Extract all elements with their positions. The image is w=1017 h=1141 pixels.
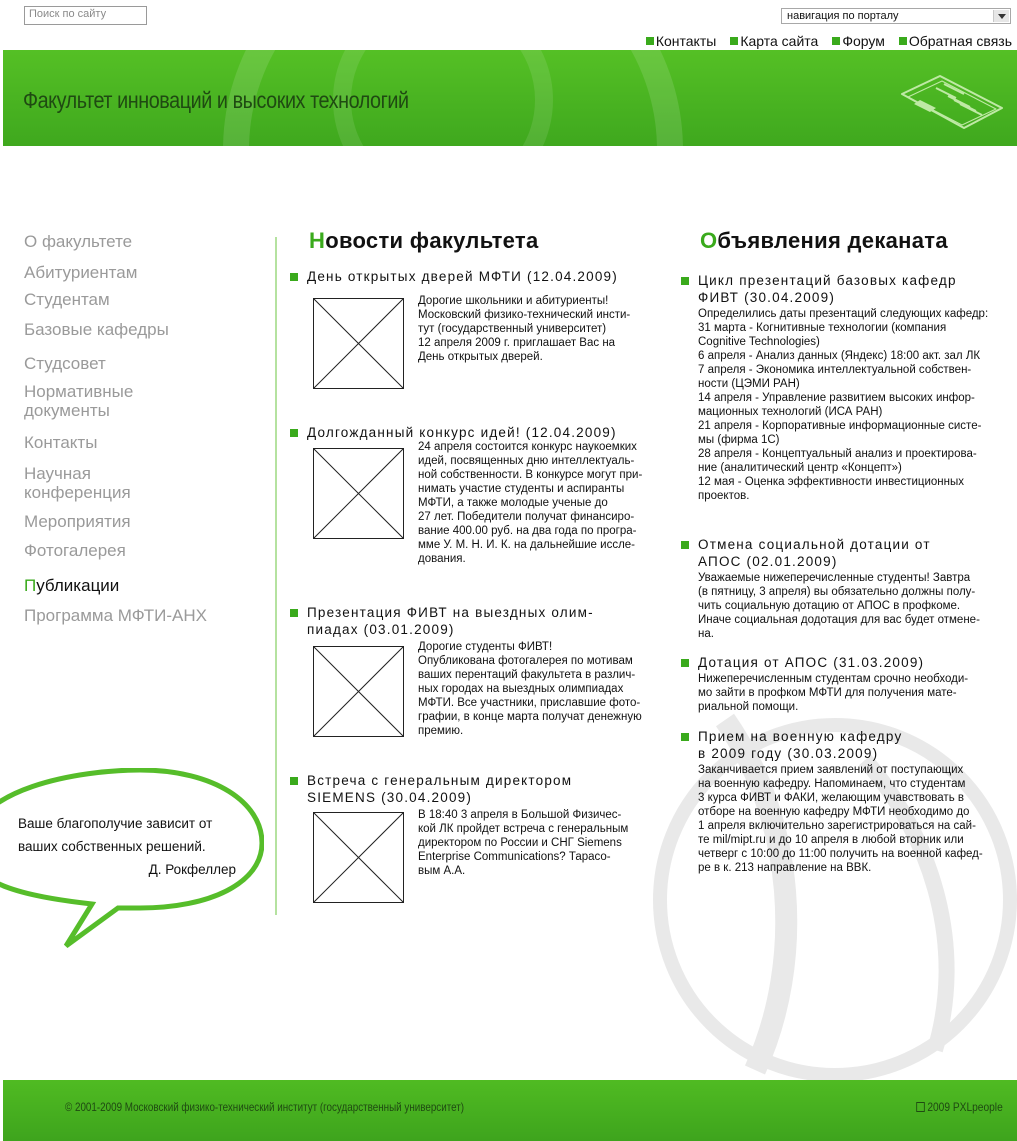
bullet-icon (646, 37, 654, 45)
sidebar-item-about[interactable]: О факультете (24, 232, 133, 251)
sidebar-item-base-departments[interactable]: Базовые кафедры (24, 320, 169, 339)
sidebar-item-first-letter: П (24, 576, 37, 595)
bullet-icon (899, 37, 907, 45)
announcement-item-title[interactable]: Дотация от АПОС (31.03.2009) (680, 654, 1010, 671)
news-item (289, 268, 659, 363)
news-item-title[interactable]: Презентация ФИВТ на выездных олим- пиадах (03.01.2009) (289, 604, 659, 638)
header-banner (3, 50, 1017, 146)
image-placeholder-icon (313, 298, 404, 389)
announcement-item-body: Определились даты презентаций следующих кафедр: 31 марта - Когнитивные технологии (компания Cognitive Technologies) 6 апреля - Анализ данных (Яндекс) 18:00 акт. зал ЛК 7 апреля - Экономика интеллектуальной собствен- ности (ЦЭМИ РАН) 14 апреля - Управление развитием высоких инфор- мационных технологий (ИСА РАН) 21 апреля - Корпоративные информационные систе- мы (фирма 1С) 28 апреля - Концептуальный анализ и проектирова- ние (аналитический центр «Концепт») 12 мая - Оценка эффективности инвестиционных проектов. (698, 308, 989, 502)
sidebar-item-gallery[interactable]: Фотогалерея (24, 541, 126, 560)
top-link-feedback[interactable] (899, 33, 1012, 49)
pxlpeople-logo-icon (917, 1102, 926, 1112)
news-heading-text: овости факультета (325, 228, 539, 253)
announcement-item (680, 728, 1010, 875)
announcements-column (680, 228, 1010, 874)
quote-author: Д. Рокфеллер (148, 862, 236, 877)
news-item-body: 24 апреля состоится конкурс наукоемких идей, посвященных дню интеллектуаль- ной собственности. В конкурсе могут при- нимать участие студенты и аспиранты МФТИ, а также молодые ученые до 27 лет. Победители получат финансиро- вание 400.00 руб. на два года по програ- мме У. М. Н. И. К. на дальнейшие иссле- дования. (418, 441, 643, 565)
quote-bubble (0, 768, 264, 948)
announcement-item-title[interactable]: Прием на военную кафедру в 2009 году (30.03.2009) (680, 728, 1010, 762)
top-link-contacts[interactable] (646, 33, 716, 49)
top-link-forum[interactable] (832, 33, 885, 49)
news-item-title[interactable]: Долгожданный конкурс идей! (12.04.2009) (289, 424, 659, 441)
bullet-icon (832, 37, 840, 45)
announcement-item (680, 654, 1010, 714)
top-link-label: Форум (842, 33, 885, 49)
chevron-down-icon[interactable] (993, 10, 1009, 22)
image-placeholder-icon (313, 448, 404, 539)
search-input[interactable]: Поиск по сайту (24, 6, 147, 25)
portal-navigation-select[interactable] (781, 8, 1011, 24)
news-item-body: В 18:40 3 апреля в Большой Физичес- кой ЛК пройдет встреча с генеральным директором по России и СНГ Siemens Enterprise Communications? Тарасо- вым А.А. (418, 809, 629, 877)
sidebar-item-label: убликации (36, 576, 120, 595)
announcement-item (680, 272, 1010, 503)
top-link-label: Обратная связь (908, 33, 1012, 49)
quote-text: Ваше благополучие зависит от ваших собственных решений. (18, 816, 213, 854)
news-item (289, 604, 659, 737)
announcement-item-title[interactable]: Отмена социальной дотации от АПОС (02.01.2009) (680, 536, 1010, 570)
announcements-heading-text: бъявления деканата (717, 228, 948, 253)
quote-text-block (18, 812, 236, 881)
announcement-item (680, 536, 1010, 641)
announcements-heading-first-letter: О (700, 228, 718, 253)
sidebar-item-students[interactable]: Студентам (24, 290, 110, 309)
announcements-heading (680, 228, 1010, 254)
sidebar-item-events[interactable]: Мероприятия (24, 512, 131, 531)
column-divider (275, 237, 277, 915)
announcement-item-title[interactable]: Цикл презентаций базовых кафедр ФИВТ (30.04.2009) (680, 272, 1010, 306)
footer (3, 1080, 1017, 1141)
credit-text: 2009 PXLpeople (927, 1100, 1003, 1114)
top-links (632, 33, 1012, 49)
portal-navigation-value: навигация по порталу (787, 10, 899, 22)
news-heading-first-letter: Н (309, 228, 326, 253)
announcement-item-body: Нижеперечисленным студентам срочно необходи- мо зайти в профком МФТИ для получения мате- риальной помощи. (698, 673, 969, 713)
news-item (289, 424, 659, 565)
news-item (289, 772, 659, 877)
copyright: © 2001-2009 Московский физико-технический институт (государственный университет) (65, 1100, 465, 1114)
top-link-label: Карта сайта (740, 33, 819, 49)
news-item-body: Дорогие студенты ФИВТ! Опубликована фотогалерея по мотивам ваших перентаций факультета в различ- ных городах на выездных олимпиадах МФТИ. Все участники, приславшие фото- графии, в конце марта получат денежную премию. (418, 641, 642, 737)
credit-link[interactable] (917, 1100, 1003, 1114)
sidebar-item-regulations[interactable]: Нормативные документы (24, 382, 134, 420)
news-item-title[interactable]: День открытых дверей МФТИ (12.04.2009) (289, 268, 659, 285)
news-item-body: Дорогие школьники и абитуриенты! Московский физико-технический инсти- тут (государственный университет) 12 апреля 2009 г. приглашает Вас на День открытых дверей. (418, 295, 631, 363)
news-heading (289, 228, 659, 254)
sidebar-item-publications[interactable] (24, 576, 119, 595)
top-link-sitemap[interactable] (730, 33, 818, 49)
announcement-item-body: Уважаемые нижеперечисленные студенты! Завтра (в пятницу, 3 апреля) вы обязательно должны полу- чить социальную дотацию от АПОС в профкоме. Иначе социальная додотация для вас будет отмене- на. (698, 572, 980, 640)
newspaper-icon (896, 70, 1008, 130)
sidebar-item-contacts[interactable]: Контакты (24, 433, 98, 452)
sidebar-item-program[interactable]: Программа МФТИ-АНХ (24, 606, 207, 625)
sidebar-item-applicants[interactable]: Абитуриентам (24, 263, 138, 282)
news-item-title[interactable]: Встреча с генеральным директором SIEMENS (30.04.2009) (289, 772, 659, 806)
announcement-item-body: Заканчивается прием заявлений от поступающих на военную кафедру. Напоминаем, что студентам 3 курса ФИВТ и ФАКИ, желающим учавствовать в отборе на военную кафедру МФТИ необходимо до 1 апреля включительно зарегистрироваться на сай- те mil/mipt.ru и до 10 апреля в любой вторник или четверг с 10:00 до 11:00 получить на военной кафед- ре в к. 213 направление на ВВК. (698, 764, 983, 874)
image-placeholder-icon (313, 812, 404, 903)
image-placeholder-icon (313, 646, 404, 737)
top-link-label: Контакты (655, 33, 717, 49)
news-column (289, 228, 659, 877)
sidebar-item-conference[interactable]: Научная конференция (24, 464, 131, 502)
sidebar-item-student-council[interactable]: Студсовет (24, 354, 106, 373)
site-title[interactable]: Факультет инноваций и высоких технологий (23, 87, 409, 113)
bullet-icon (730, 37, 738, 45)
